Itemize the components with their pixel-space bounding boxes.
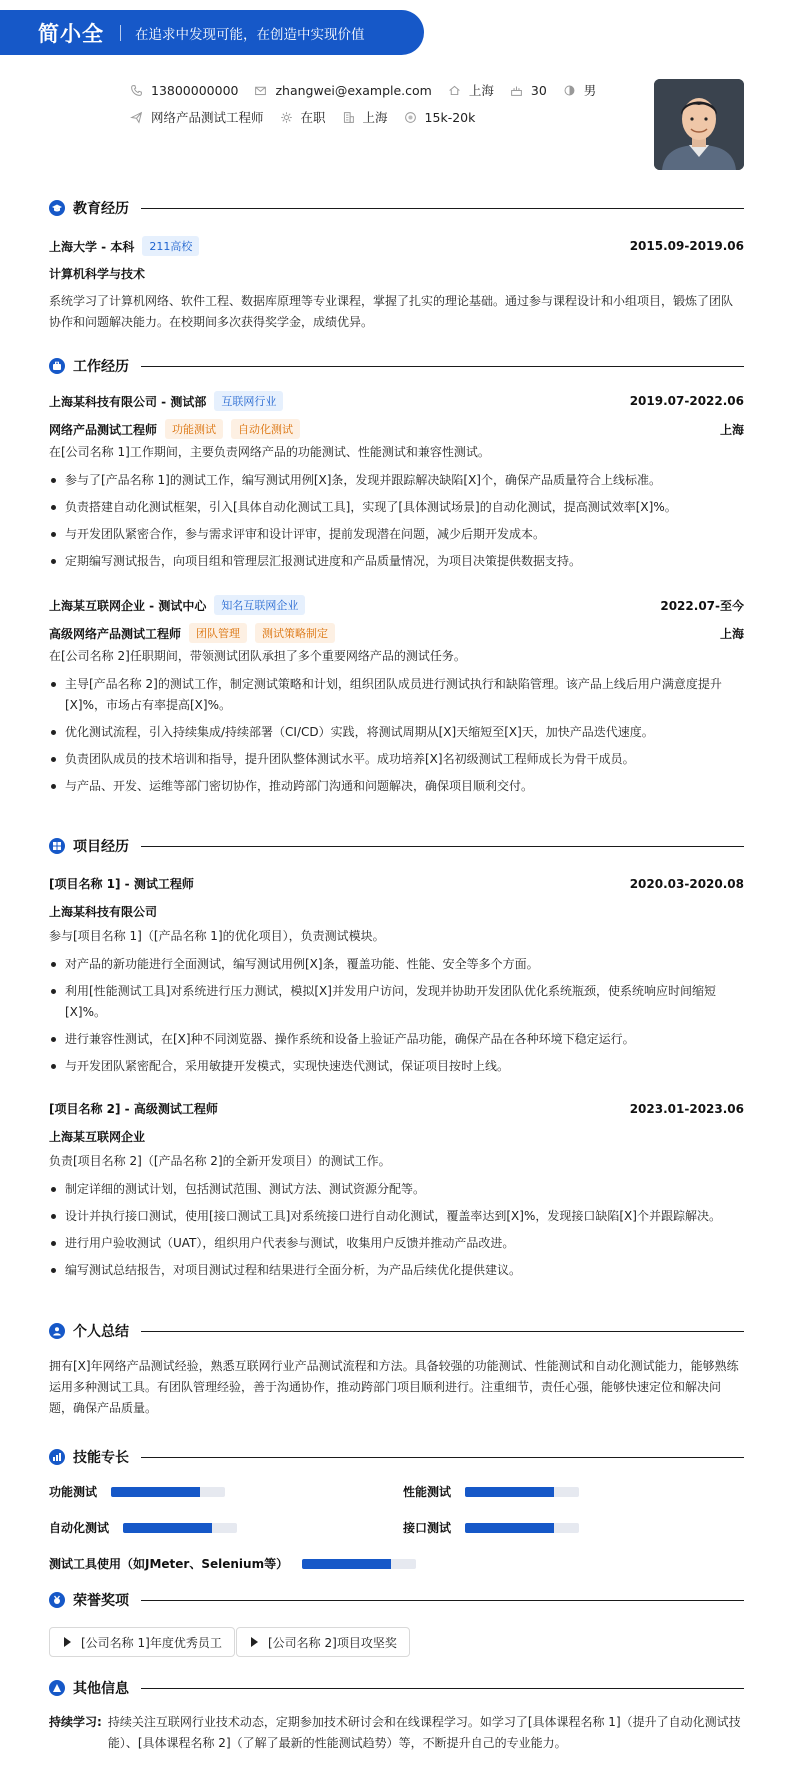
skill-item (49, 1555, 416, 1572)
skill-bar-fill (465, 1523, 554, 1533)
section-divider (141, 366, 744, 367)
skill-bar (465, 1523, 579, 1533)
skill-name: 自动化测试 (49, 1521, 110, 1535)
age-icon (510, 84, 523, 97)
project-2-period: 2023.01-2023.06 (629, 1101, 744, 1116)
section-divider (141, 1457, 744, 1458)
grid-icon (49, 838, 65, 854)
job-1-intro: 在[公司名称 1]工作期间，主要负责网络产品的功能测试、性能测试和兼容性测试。 (49, 445, 490, 459)
section-title-skills: 技能专长 (73, 1450, 129, 1466)
contact-position (130, 108, 264, 126)
job-1-header (49, 391, 744, 411)
resume-motto: 在追求中发现可能，在创造中实现价值 (135, 26, 365, 43)
intended-city-text: 上海 (362, 110, 388, 125)
other-info (49, 1712, 744, 1754)
email-text: zhangwei@example.com (275, 82, 432, 98)
email-icon (254, 84, 267, 97)
contact-city (448, 81, 494, 99)
skill-item (49, 1483, 225, 1500)
section-awards (49, 1589, 744, 1611)
skill-bar-fill (302, 1559, 391, 1569)
job-2-city: 上海 (719, 626, 744, 641)
section-title-other: 其他信息 (73, 1681, 129, 1697)
job-1-bullet: 定期编写测试报告，向项目组和管理层汇报测试进度和产品质量情况，为项目决策提供数据支持。 (49, 551, 744, 572)
contact-gender (563, 81, 597, 99)
project-1-intro: 参与[项目名称 1]（[产品名称 1]的优化项目），负责测试模块。 (49, 929, 385, 943)
skill-item (49, 1519, 237, 1536)
avatar (654, 79, 744, 170)
job-2-title-row (49, 623, 744, 643)
job-2-bullet: 负责团队成员的技术培训和指导，提升团队整体测试水平。成功培养[X]名初级测试工程师成长为骨干成员。 (49, 749, 744, 770)
user-icon (49, 1323, 65, 1339)
job-1-skill-tag: 功能测试 (165, 419, 223, 439)
job-1-bullet: 与开发团队紧密合作，参与需求评审和设计评审，提前发现潜在问题，减少后期开发成本。 (49, 524, 744, 545)
job-2-header (49, 595, 744, 615)
section-title-projects: 项目经历 (73, 839, 129, 855)
project-1-bullet: 与开发团队紧密配合，采用敏捷开发模式，实现快速迭代测试，保证项目按时上线。 (49, 1056, 744, 1077)
job-2-tag: 知名互联网企业 (214, 595, 305, 615)
age-text: 30 (530, 82, 547, 98)
job-1-bullet: 负责搭建自动化测试框架，引入[具体自动化测试工具]，实现了[具体测试场景]的自动化测试，提高测试效率[X]%。 (49, 497, 744, 518)
project-1-company: 上海某科技有限公司 (49, 905, 158, 919)
section-title-work: 工作经历 (73, 359, 129, 375)
header-bar (0, 10, 424, 55)
job-2-skill-tag: 测试策略制定 (255, 623, 335, 643)
project-1-bullet: 对产品的新功能进行全面测试，编写测试用例[X]条，覆盖功能、性能、安全等多个方面。 (49, 954, 744, 975)
project-1-header (49, 875, 744, 892)
project-1-bullet: 进行兼容性测试，在[X]种不同浏览器、操作系统和设备上验证产品功能，确保产品在各种环境下稳定运行。 (49, 1029, 744, 1050)
project-2-bullet: 设计并执行接口测试，使用[接口测试工具]对系统接口进行自动化测试，覆盖率达到[X]%，发现接口缺陷[X]个并跟踪解决。 (49, 1206, 744, 1227)
skill-bar (111, 1487, 225, 1497)
contact-row-2 (130, 108, 491, 126)
project-2-name: [项目名称 2] - 高级测试工程师 (49, 1102, 218, 1116)
job-2-title: 高级网络产品测试工程师 (49, 626, 182, 641)
info-icon (49, 1680, 65, 1696)
avatar-portrait (654, 79, 744, 170)
city-text: 上海 (468, 83, 494, 98)
contact-status (280, 108, 326, 126)
project-1-name: [项目名称 1] - 测试工程师 (49, 877, 194, 891)
skill-bar (123, 1523, 237, 1533)
project-2-intro: 负责[项目名称 2]（[产品名称 2]的全新开发项目）的测试工作。 (49, 1154, 391, 1168)
section-divider (141, 208, 744, 209)
skill-item (403, 1519, 579, 1536)
contact-age (510, 83, 547, 98)
building-icon (342, 111, 355, 124)
award-item (49, 1627, 235, 1657)
skill-name: 功能测试 (49, 1485, 98, 1499)
section-other (49, 1677, 744, 1699)
contact-email (254, 83, 431, 98)
medal-icon (49, 1592, 65, 1608)
award-item (236, 1627, 410, 1657)
job-2-bullet: 主导[产品名称 2]的测试工作，制定测试策略和计划，组织团队成员进行测试执行和缺陷管理。该产品上线后用户满意度提升[X]%，市场占有率提高[X]%。 (49, 674, 744, 716)
graduation-cap-icon (49, 200, 65, 216)
phone-text: 13800000000 (151, 82, 239, 98)
job-2-bullet: 与产品、开发、运维等部门密切协作，推动跨部门沟通和问题解决，确保项目顺利交付。 (49, 776, 744, 797)
job-2-company: 上海某互联网企业 - 测试中心 (49, 598, 207, 613)
summary-text: 拥有[X]年网络产品测试经验，熟悉互联网行业产品测试流程和方法。具备较强的功能测试、性能测试和自动化测试能力，能够熟练运用多种测试工具。有团队管理经验，善于沟通协作，推动跨部门项目顺利进行。注重细节，责任心强，能够快速定位和解决问题，确保产品质量。 (49, 1359, 739, 1415)
section-title-summary: 个人总结 (73, 1324, 129, 1340)
education-period: 2015.09-2019.06 (629, 239, 744, 253)
section-summary (49, 1320, 744, 1342)
project-1-period: 2020.03-2020.08 (629, 876, 744, 891)
section-work (49, 355, 744, 377)
job-1-city: 上海 (719, 422, 744, 437)
job-2-period: 2022.07-至今 (660, 598, 744, 613)
project-2-bullet: 编写测试总结报告，对项目测试过程和结果进行全面分析，为产品后续优化提供建议。 (49, 1260, 744, 1281)
job-1-tag: 互联网行业 (214, 391, 283, 411)
job-1-title: 网络产品测试工程师 (49, 422, 158, 437)
education-school: 上海大学 - 本科 (49, 239, 135, 254)
section-divider (141, 1600, 744, 1601)
contact-row-1 (130, 81, 612, 99)
skill-name: 测试工具使用（如JMeter、Selenium等） (49, 1557, 289, 1571)
skill-bar-fill (123, 1523, 212, 1533)
salary-text: 15k-20k (424, 109, 476, 125)
job-1-period: 2019.07-2022.06 (629, 394, 744, 408)
skill-bar (302, 1559, 416, 1569)
section-divider (141, 1331, 744, 1332)
skill-bar (465, 1487, 579, 1497)
skill-name: 性能测试 (403, 1485, 452, 1499)
project-2-company: 上海某互联网企业 (49, 1130, 146, 1144)
section-projects (49, 835, 744, 857)
section-title-education: 教育经历 (73, 201, 129, 217)
header-divider (120, 25, 121, 41)
job-1-bullet: 参与了[产品名称 1]的测试工作，编写测试用例[X]条，发现并跟踪解决缺陷[X]个，确保产品质量符合上线标准。 (49, 470, 744, 491)
job-1-skill-tag: 自动化测试 (231, 419, 300, 439)
skill-bar-fill (111, 1487, 200, 1497)
coin-icon (404, 111, 417, 124)
skill-item (403, 1483, 579, 1500)
briefcase-icon (49, 358, 65, 374)
play-icon (64, 1637, 71, 1647)
education-header (49, 236, 744, 256)
job-1-title-row (49, 419, 744, 439)
play-icon (251, 1637, 258, 1647)
home-icon (448, 84, 461, 97)
project-1-company-row (49, 903, 744, 920)
project-2-bullet: 制定详细的测试计划，包括测试范围、测试方法、测试资源分配等。 (49, 1179, 744, 1200)
education-tag: 211高校 (142, 236, 199, 256)
job-2-bullet: 优化测试流程，引入持续集成/持续部署（CI/CD）实践，将测试周期从[X]天缩短至[X]天，加快产品迭代速度。 (49, 722, 744, 743)
project-2-company-row (49, 1128, 744, 1145)
status-text: 在职 (300, 110, 326, 125)
gender-text: 男 (583, 83, 597, 98)
section-title-awards: 荣誉奖项 (73, 1593, 129, 1609)
section-divider (141, 1688, 744, 1689)
education-major: 计算机科学与技术 (49, 267, 146, 281)
send-icon (130, 111, 143, 124)
section-education (49, 197, 744, 219)
chart-icon (49, 1449, 65, 1465)
job-1-company: 上海某科技有限公司 - 测试部 (49, 394, 207, 409)
other-label: 持续学习: (49, 1715, 102, 1729)
contact-intended-city (342, 108, 388, 126)
job-2-intro: 在[公司名称 2]任职期间，带领测试团队承担了多个重要网络产品的测试任务。 (49, 649, 466, 663)
job-2-skill-tag: 团队管理 (189, 623, 247, 643)
position-text: 网络产品测试工程师 (151, 110, 264, 125)
skill-name: 接口测试 (403, 1521, 452, 1535)
contact-phone (130, 83, 238, 98)
award-text: [公司名称 2]项目攻坚奖 (268, 1635, 397, 1650)
education-major-row (49, 265, 744, 282)
project-2-bullet: 进行用户验收测试（UAT），组织用户代表参与测试，收集用户反馈并推动产品改进。 (49, 1233, 744, 1254)
gender-icon (563, 84, 576, 97)
contact-salary (404, 110, 476, 125)
project-1-bullet: 利用[性能测试工具]对系统进行压力测试，模拟[X]并发用户访问，发现并协助开发团队优化系统瓶颈，使系统响应时间缩短[X]%。 (49, 981, 744, 1023)
gear-icon (280, 111, 293, 124)
section-divider (141, 846, 744, 847)
section-skills (49, 1446, 744, 1468)
project-2-header (49, 1100, 744, 1117)
other-text: 持续关注互联网行业技术动态，定期参加技术研讨会和在线课程学习。如学习了[具体课程名称 1]（提升了自动化测试技能）、[具体课程名称 2]（了解了最新的性能测试趋势）等，不断提升自己的专业能力。 (107, 1715, 741, 1750)
award-text: [公司名称 1]年度优秀员工 (81, 1635, 222, 1650)
skill-bar-fill (465, 1487, 554, 1497)
phone-icon (130, 84, 143, 97)
education-desc: 系统学习了计算机网络、软件工程、数据库原理等专业课程，掌握了扎实的理论基础。通过参与课程设计和小组项目，锻炼了团队协作和问题解决能力。在校期间多次获得奖学金，成绩优异。 (49, 294, 734, 329)
resume-name: 简小全 (38, 21, 104, 46)
